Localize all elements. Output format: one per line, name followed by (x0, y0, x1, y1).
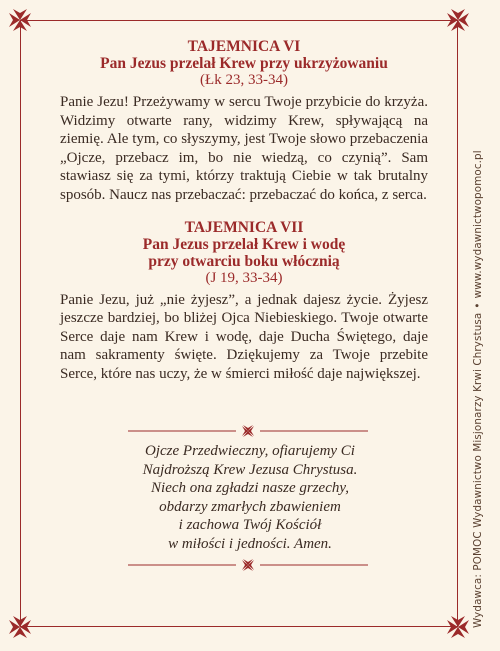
publisher-text: Wydawca: POMOC Wydawnictwo Misjonarzy Krwi Chrystusa (472, 312, 484, 628)
cross-icon (445, 7, 471, 33)
separator-dot: • (472, 302, 484, 309)
mystery-7-reference: (J 19, 33-34) (205, 269, 283, 286)
prayer (100, 442, 400, 554)
prayer-line: Ojcze Przedwieczny, ofiarujemy Ci (145, 443, 355, 459)
cross-icon (7, 614, 33, 640)
mystery-6-reference: (Łk 23, 33-34) (200, 72, 288, 88)
mystery-6-text: Panie Jezu! Przeżywamy w sercu Twoje przybicie do krzyża. Widzimy otwarte rany, widzimy Krew, spływającą na ziemię. Ale tym, co słyszymy, jest Twoje słowo przebaczenia „Ojcze, przebacz im, bo nie wiedzą, co czynią”. Sam stawiasz się za tymi, którzy traktują Ciebie w tak brutalny sposób. Naucz nas przebaczać: przebaczać do końca, z serca. (60, 94, 428, 203)
mystery-7 (60, 219, 428, 384)
prayer-line: Niech ona zgładzi nasze grzechy, (151, 480, 349, 497)
prayer-line: i zachowa Twój Kościół (178, 517, 322, 534)
mystery-6-subtitle: Pan Jezus przelał Krew przy ukrzyżowaniu (100, 55, 388, 72)
website-text: www.wydawnictwopomoc.pl (472, 150, 484, 299)
mystery-7-title: TAJEMNICA VII (184, 218, 304, 236)
prayer-line: w miłości i jedności. Amen. (168, 535, 332, 552)
mystery-7-subtitle-line2: przy otwarciu boku włócznią (148, 252, 340, 270)
mystery-6-title: TAJEMNICA VI (187, 38, 301, 55)
ornament-divider-icon (128, 424, 368, 438)
publisher-sidebar (472, 0, 484, 628)
mystery-7-text: Panie Jezu, już „nie żyjesz”, a jednak dajesz życie. Żyjesz jeszcze bardziej, bo bliżej Ojca Niebieskiego. Twoje otwarte Serce daje nam Krew i wodę, daje Ducha Świętego, daje nam sakramenty święte. Dziękujemy za Twoje przebite Serce, które nas uczy, że w śmierci miłość daje największej. (60, 291, 428, 382)
mystery-6 (60, 38, 428, 205)
mystery-7-subtitle-line1: Pan Jezus przelał Krew i wodę (142, 235, 346, 253)
prayer-line: Najdroższą Krew Jezusa Chrystusa. (142, 461, 358, 478)
ornament-divider-icon (128, 558, 368, 572)
prayer-line: obdarzy zmarłych zbawieniem (159, 498, 341, 515)
cross-icon (445, 614, 471, 640)
cross-icon (7, 7, 33, 33)
main-content (60, 38, 428, 384)
